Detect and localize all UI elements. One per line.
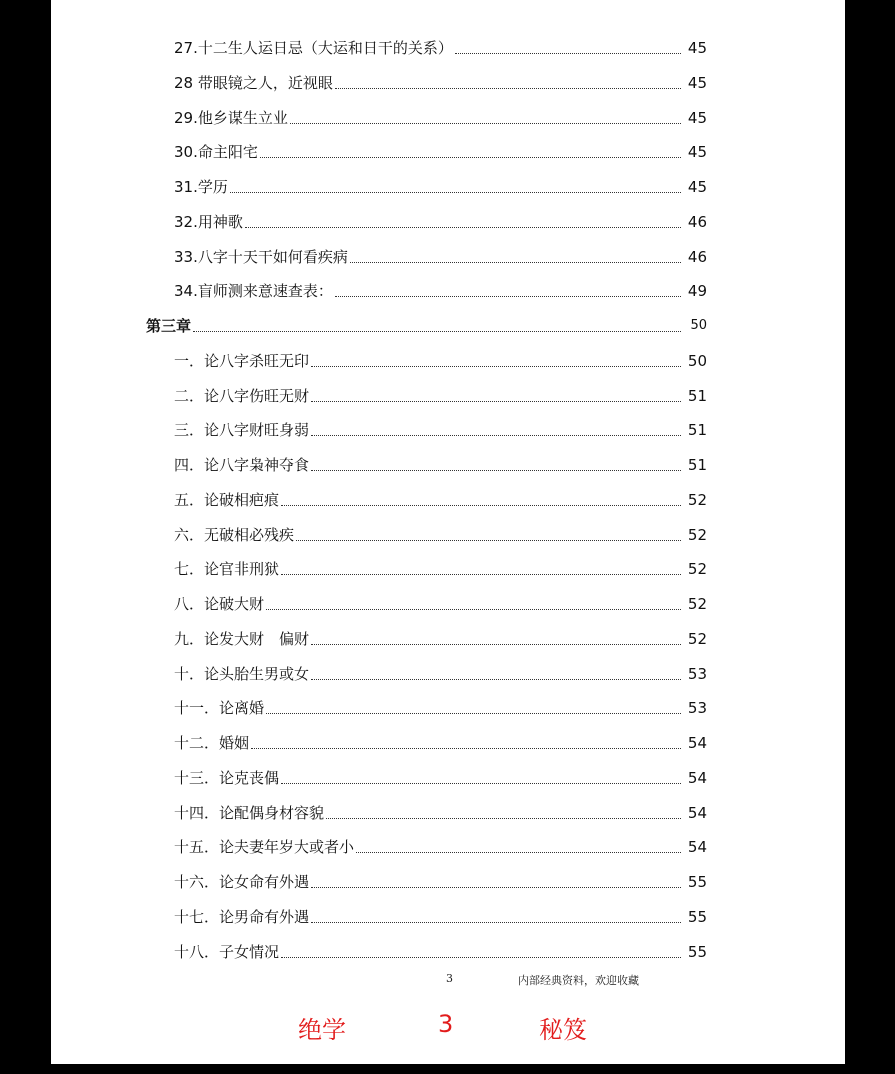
toc-chapter-entry bbox=[146, 312, 707, 336]
toc-entry-page: 51 bbox=[687, 456, 707, 474]
toc-entry-page: 46 bbox=[687, 212, 707, 231]
toc-entry bbox=[174, 416, 707, 440]
toc-entry bbox=[174, 868, 707, 892]
toc-leader-dots bbox=[281, 573, 681, 575]
toc-entry bbox=[174, 451, 707, 475]
toc-entry bbox=[174, 173, 707, 197]
toc-entry-title: 四．论八字枭神夺食 bbox=[174, 456, 310, 474]
toc-entry bbox=[174, 104, 707, 128]
toc-entry-title: 一．论八字杀旺无印 bbox=[174, 351, 310, 370]
toc-entry bbox=[174, 208, 707, 232]
toc-leader-dots bbox=[296, 539, 681, 541]
toc-entry-page: 54 bbox=[687, 838, 707, 857]
toc-leader-dots bbox=[326, 817, 681, 819]
toc-entry bbox=[174, 833, 707, 857]
toc-entry-title: 27.十二生人运日忌（大运和日干的关系） bbox=[174, 39, 453, 57]
toc-entry-title: 十一．论离婚 bbox=[174, 699, 265, 718]
toc-leader-dots bbox=[230, 191, 681, 193]
toc-entry-page: 51 bbox=[687, 421, 707, 440]
toc-entry bbox=[174, 729, 707, 753]
toc-leader-dots bbox=[335, 295, 681, 297]
toc-entry-page: 55 bbox=[687, 942, 707, 961]
toc-entry-page: 55 bbox=[687, 907, 707, 926]
toc-leader-dots bbox=[266, 608, 681, 610]
toc-entry-page: 55 bbox=[687, 873, 707, 891]
toc-entry bbox=[174, 938, 707, 962]
toc-leader-dots bbox=[193, 330, 681, 332]
toc-entry-page: 45 bbox=[687, 143, 707, 162]
toc-leader-dots bbox=[245, 226, 681, 228]
toc-entry-title: 十七．论男命有外遇 bbox=[174, 907, 310, 926]
toc-leader-dots bbox=[311, 886, 681, 888]
toc-entry bbox=[174, 34, 707, 58]
toc-entry bbox=[174, 138, 707, 162]
toc-entry-title: 五．论破相疤痕 bbox=[174, 490, 280, 509]
toc-entry-page: 50 bbox=[687, 351, 707, 370]
toc-entry-title: 八．论破大财 bbox=[174, 595, 265, 613]
toc-entry-title: 31.学历 bbox=[174, 178, 228, 196]
toc-entry-title: 29.他乡谋生立业 bbox=[174, 108, 288, 127]
stamp-left-text: 绝学 bbox=[298, 1016, 346, 1044]
toc-entry-title: 六．无破相必残疾 bbox=[174, 525, 295, 544]
stamp-right-text: 秘笈 bbox=[539, 1016, 587, 1044]
stamp-page-number: 3 bbox=[438, 1010, 454, 1038]
toc-entry-title: 32.用神歌 bbox=[174, 212, 243, 231]
toc-entry-page: 51 bbox=[687, 386, 707, 405]
toc-leader-dots bbox=[281, 956, 681, 958]
toc-entry-title: 第三章 bbox=[146, 317, 192, 335]
toc-entry-page: 52 bbox=[687, 490, 707, 509]
toc-leader-dots bbox=[356, 851, 681, 853]
toc-entry-page: 53 bbox=[687, 699, 707, 718]
toc-entry bbox=[174, 486, 707, 510]
toc-leader-dots bbox=[311, 434, 681, 436]
toc-leader-dots bbox=[290, 122, 681, 124]
toc-entry-title: 七．论官非刑狱 bbox=[174, 560, 280, 579]
toc-entry-title: 十．论头胎生男或女 bbox=[174, 664, 310, 683]
toc-entry bbox=[174, 555, 707, 579]
toc-leader-dots bbox=[455, 52, 681, 54]
toc-entry bbox=[174, 243, 707, 267]
toc-leader-dots bbox=[311, 400, 681, 402]
toc-entry bbox=[174, 69, 707, 93]
toc-leader-dots bbox=[311, 921, 681, 923]
toc-leader-dots bbox=[311, 469, 681, 471]
toc-entry-title: 三．论八字财旺身弱 bbox=[174, 421, 310, 440]
toc-entry-page: 50 bbox=[690, 318, 707, 333]
toc-entry-title: 二．论八字伤旺无财 bbox=[174, 386, 310, 405]
toc-entry-page: 52 bbox=[687, 595, 707, 613]
document-page bbox=[51, 0, 845, 1064]
footer-text: 内部经典资料，欢迎收藏 bbox=[518, 974, 639, 987]
toc-entry-page: 45 bbox=[687, 73, 707, 92]
toc-leader-dots bbox=[311, 365, 681, 367]
toc-entry-title: 十五．论夫妻年岁大或者小 bbox=[174, 838, 355, 857]
toc-entry bbox=[174, 521, 707, 545]
toc-entry-title: 28 带眼镜之人，近视眼 bbox=[174, 73, 333, 92]
toc-entry bbox=[174, 694, 707, 718]
toc-entry bbox=[174, 903, 707, 927]
toc-leader-dots bbox=[281, 782, 681, 784]
toc-entry-title: 十六．论女命有外遇 bbox=[174, 873, 310, 891]
toc-entry-page: 54 bbox=[687, 768, 707, 787]
toc-entry bbox=[174, 625, 707, 649]
toc-leader-dots bbox=[311, 678, 681, 680]
toc-leader-dots bbox=[260, 156, 681, 158]
toc-entry bbox=[174, 660, 707, 684]
toc-entry-page: 54 bbox=[687, 803, 707, 822]
toc-entry-title: 30.命主阳宅 bbox=[174, 143, 258, 162]
toc-entry bbox=[174, 799, 707, 823]
toc-entry-page: 54 bbox=[687, 734, 707, 752]
toc-entry-title: 十三．论克丧偶 bbox=[174, 768, 280, 787]
toc-entry-title: 十二．婚姻 bbox=[174, 734, 250, 752]
toc-entry bbox=[174, 764, 707, 788]
toc-entry-page: 49 bbox=[687, 282, 707, 301]
toc-leader-dots bbox=[335, 87, 681, 89]
toc-entry-page: 52 bbox=[687, 560, 707, 579]
toc-entry-title: 33.八字十天干如何看疾病 bbox=[174, 247, 348, 266]
toc-entry-title: 34.盲师测来意速查表： bbox=[174, 282, 333, 301]
toc-entry-page: 52 bbox=[687, 629, 707, 648]
toc-entry-page: 45 bbox=[687, 178, 707, 196]
toc-entry-page: 45 bbox=[687, 39, 707, 57]
toc-leader-dots bbox=[266, 712, 681, 714]
toc-entry bbox=[174, 347, 707, 371]
toc-leader-dots bbox=[281, 504, 681, 506]
toc-leader-dots bbox=[350, 261, 681, 263]
toc-entry bbox=[174, 590, 707, 614]
toc-entry-page: 46 bbox=[687, 247, 707, 266]
footer-page-number: 3 bbox=[446, 972, 453, 985]
toc-entry-title: 九．论发大财 偏财 bbox=[174, 629, 310, 648]
toc-entry-page: 53 bbox=[687, 664, 707, 683]
toc-entry-page: 52 bbox=[687, 525, 707, 544]
toc-entry-page: 45 bbox=[687, 108, 707, 127]
toc-leader-dots bbox=[251, 747, 681, 749]
toc-entry bbox=[174, 382, 707, 406]
toc-entry-title: 十八．子女情况 bbox=[174, 942, 280, 961]
toc-leader-dots bbox=[311, 643, 681, 645]
toc-entry-title: 十四．论配偶身材容貌 bbox=[174, 803, 325, 822]
toc-entry bbox=[174, 277, 707, 301]
